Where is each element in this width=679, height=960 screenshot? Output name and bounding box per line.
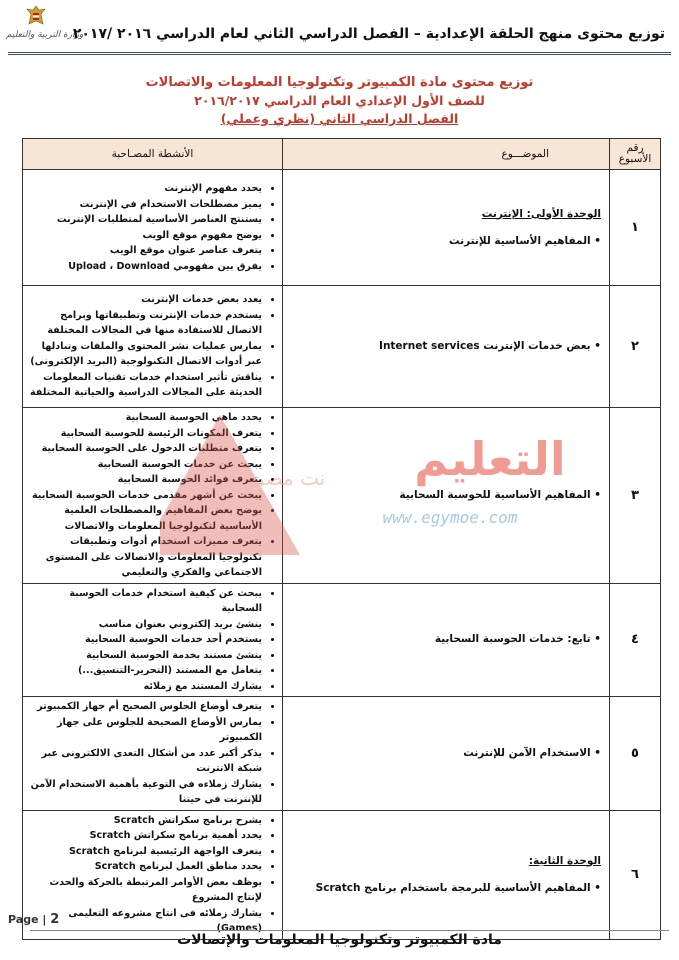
topic-cell	[283, 697, 610, 811]
week-number: ٥	[610, 697, 661, 811]
table-row	[23, 583, 661, 697]
activity-item: • يتعرف الواجهة الرئيسية لبرنامج Scratch	[29, 844, 262, 860]
activity-item: • ينشئ بريد إلكتروني بعنوان مناسب	[29, 617, 262, 633]
activity-item: • يستنتج العناصر الأساسية لمتطلبات الإنترنت	[29, 212, 262, 228]
activity-item: • يشارك زملائه فى انتاج مشروعه التعليمى (Games)	[29, 906, 262, 937]
activity-item: • يمارس عمليات نشر المحتوى والملفات وتبادلها عبر أدوات الاتصال التكنولوجية (البريد الإلكترونى)	[29, 339, 262, 370]
activity-item: • يحدد مفهوم الإنترنت	[29, 181, 262, 197]
activity-item: • يتعرف متطلبات الدخول على الحوسبة السحابية	[29, 441, 262, 457]
activity-item: • يحدد مناطق العمل لبرنامج Scratch	[29, 859, 262, 875]
activity-item: • يوظف بعض الأوامر المرتبطة بالحركة والحدث لإنتاج المشروع	[29, 875, 262, 906]
topic-text: • المفاهيم الأساسية للبرمجة باستخدام برنامج Scratch	[291, 880, 601, 897]
table-row	[23, 286, 661, 408]
activity-item: • يعدد بعض خدمات الإنترنت	[29, 292, 262, 308]
table-body	[23, 170, 661, 940]
topic-cell	[283, 170, 610, 286]
activities-cell	[23, 697, 283, 811]
activity-item: • يحدد أهمية برنامج سكراتش Scratch	[29, 828, 262, 844]
header-title: توزيع محتوى منهج الحلقة الإعدادية – الفصل الدراسي الثاني لعام الدراسي ٢٠١٦ /٢٠١٧	[72, 26, 665, 42]
week-number: ٤	[610, 583, 661, 697]
activities-list	[29, 699, 276, 808]
week-number: ٦	[610, 810, 661, 939]
topic-cell	[283, 408, 610, 584]
footer-title: مادة الكمبيوتر وتكنولوجيا المعلومات والإتصالات	[177, 932, 502, 948]
unit-title: الوحدة الأولى: الإنترنت	[481, 207, 601, 220]
activity-item: • يتعامل مع المستند (التحرير-التنسيق...)	[29, 663, 262, 679]
topic-text: • المفاهيم الأساسية للإنترنت	[291, 233, 601, 250]
activity-item: • يبحث عن خدمات الحوسبة السحابية	[29, 457, 262, 473]
unit-title: الوحدة الثانية:	[528, 854, 601, 867]
activity-item: • يشارك زملاءه في التوعية بأهمية الاستخدام الآمن للإنترنت في حيتنا	[29, 777, 262, 808]
table-header-row	[23, 139, 661, 170]
curriculum-table	[22, 138, 661, 940]
document-titles	[0, 74, 679, 128]
header-week-line-1: رقم	[626, 142, 644, 154]
activity-item: • يوضح بعض المفاهيم والمصطلحات العلمية الأساسية لتكنولوجيا المعلومات والاتصالات	[29, 503, 262, 534]
topic-text: • بعض خدمات الإنترنت Internet services	[291, 338, 601, 355]
week-number: ٢	[610, 286, 661, 408]
table-row	[23, 170, 661, 286]
activities-cell	[23, 170, 283, 286]
header-activities: الأنشطة المصـاحبة	[23, 139, 283, 170]
header-divider	[8, 52, 671, 55]
watermark-url: www.egymoe.com	[382, 508, 518, 527]
topic-text: • الاستخدام الآمن للإنترنت	[291, 745, 601, 762]
activities-cell	[23, 810, 283, 939]
table-row	[23, 697, 661, 811]
topic-text: • تابع: خدمات الحوسبة السحابية	[291, 631, 601, 648]
activity-item: • يناقش تأثير استخدام خدمات تقنيات المعلومات الحديثة على المجالات الدراسية والحياتية المختلفة	[29, 370, 262, 401]
title-line-1: توزيع محتوى مادة الكمبيوتر وتكنولوجيا المعلومات والاتصالات	[145, 75, 534, 90]
activities-cell	[23, 408, 283, 584]
topic-cell	[283, 286, 610, 408]
page-header	[0, 0, 679, 58]
activity-item: • يذكر أكبر عدد من أشكال التعدى الالكترونى عبر شبكة الانترنت	[29, 746, 262, 777]
topic-cell	[283, 810, 610, 939]
topic-text: • المفاهيم الأساسية للحوسبة السحابية	[291, 487, 601, 504]
week-number: ٣	[610, 408, 661, 584]
week-number: ١	[610, 170, 661, 286]
activities-list	[29, 181, 276, 274]
footer-divider	[30, 930, 669, 931]
activities-list	[29, 410, 276, 581]
page-number: 2	[50, 912, 60, 927]
table-row	[23, 810, 661, 939]
activity-item: • يتعرف مميزات استخدام أدوات وتطبيقات تكنولوجيا المعلومات والاتصالات على المستوى الاجتماعي والفكري والتعليمي	[29, 534, 262, 581]
page-word: Page	[8, 913, 39, 926]
activity-item: • يتعرف فوائد الحوسبة السحابية	[29, 472, 262, 488]
activity-item: • يشارك المستند مع زملائه	[29, 679, 262, 695]
activity-item: • يميز مصطلحات الاستخدام في الإنترنت	[29, 197, 262, 213]
activity-item: • يتعرف أوضاع الجلوس الصحيح أم جهاز الكمبيوتر	[29, 699, 262, 715]
header-week	[610, 139, 661, 170]
activity-item: • يمارس الأوضاع الصحيحة للجلوس على جهاز الكمبيوتر	[29, 715, 262, 746]
activity-item: • يتعرف عناصر عنوان موقع الويب	[29, 243, 262, 259]
title-line-3: الفصل الدراسي الثاني (نظري وعملي)	[220, 111, 459, 126]
activity-item: • ينشئ مستند بخدمة الحوسبة السحابية	[29, 648, 262, 664]
watermark-brand: التعليم	[414, 432, 566, 486]
activities-list	[29, 813, 276, 937]
topic-cell	[283, 583, 610, 697]
activities-cell	[23, 286, 283, 408]
eagle-emblem-icon	[25, 4, 47, 28]
page-label: Page | 2	[8, 912, 60, 927]
activity-item: • يوضح مفهوم موقع الويب	[29, 228, 262, 244]
ministry-logo	[6, 4, 84, 56]
activity-item: • يبحث عن أشهر مقدمى خدمات الحوسبة السحابية	[29, 488, 262, 504]
activity-item: • يستخدم أحد خدمات الحوسبة السحابية	[29, 632, 262, 648]
activities-list	[29, 586, 276, 695]
activity-item: • يستخدم خدمات الإنترنت وتطبيقاتها وبرامج الاتصال للاستفادة منها في المجالات المختلفة	[29, 308, 262, 339]
watermark-sub: نت مصر	[254, 466, 326, 490]
activity-item: • يحدد ماهي الحوسبة السحابية	[29, 410, 262, 426]
table-row	[23, 408, 661, 584]
activity-item: • يتعرف المكونات الرئيسة للحوسبة السحابية	[29, 426, 262, 442]
activity-item: • يفرق بين مفهومي Upload ، Download	[29, 259, 262, 275]
header-week-line-2: الأسبوع	[618, 153, 652, 165]
activities-list	[29, 292, 276, 401]
activities-cell	[23, 583, 283, 697]
activity-item: • يشرح برنامج سكراتش Scratch	[29, 813, 262, 829]
header-topic: الموضـــوع	[283, 139, 610, 170]
ministry-name: وزارة التربية والتعليم	[6, 30, 84, 40]
title-line-2: للصف الأول الإعدادي العام الدراسي ٢٠١٦/٢٠١٧	[194, 93, 485, 108]
activity-item: • يبحث عن كيفية استخدام خدمات الحوسبة السحابية	[29, 586, 262, 617]
